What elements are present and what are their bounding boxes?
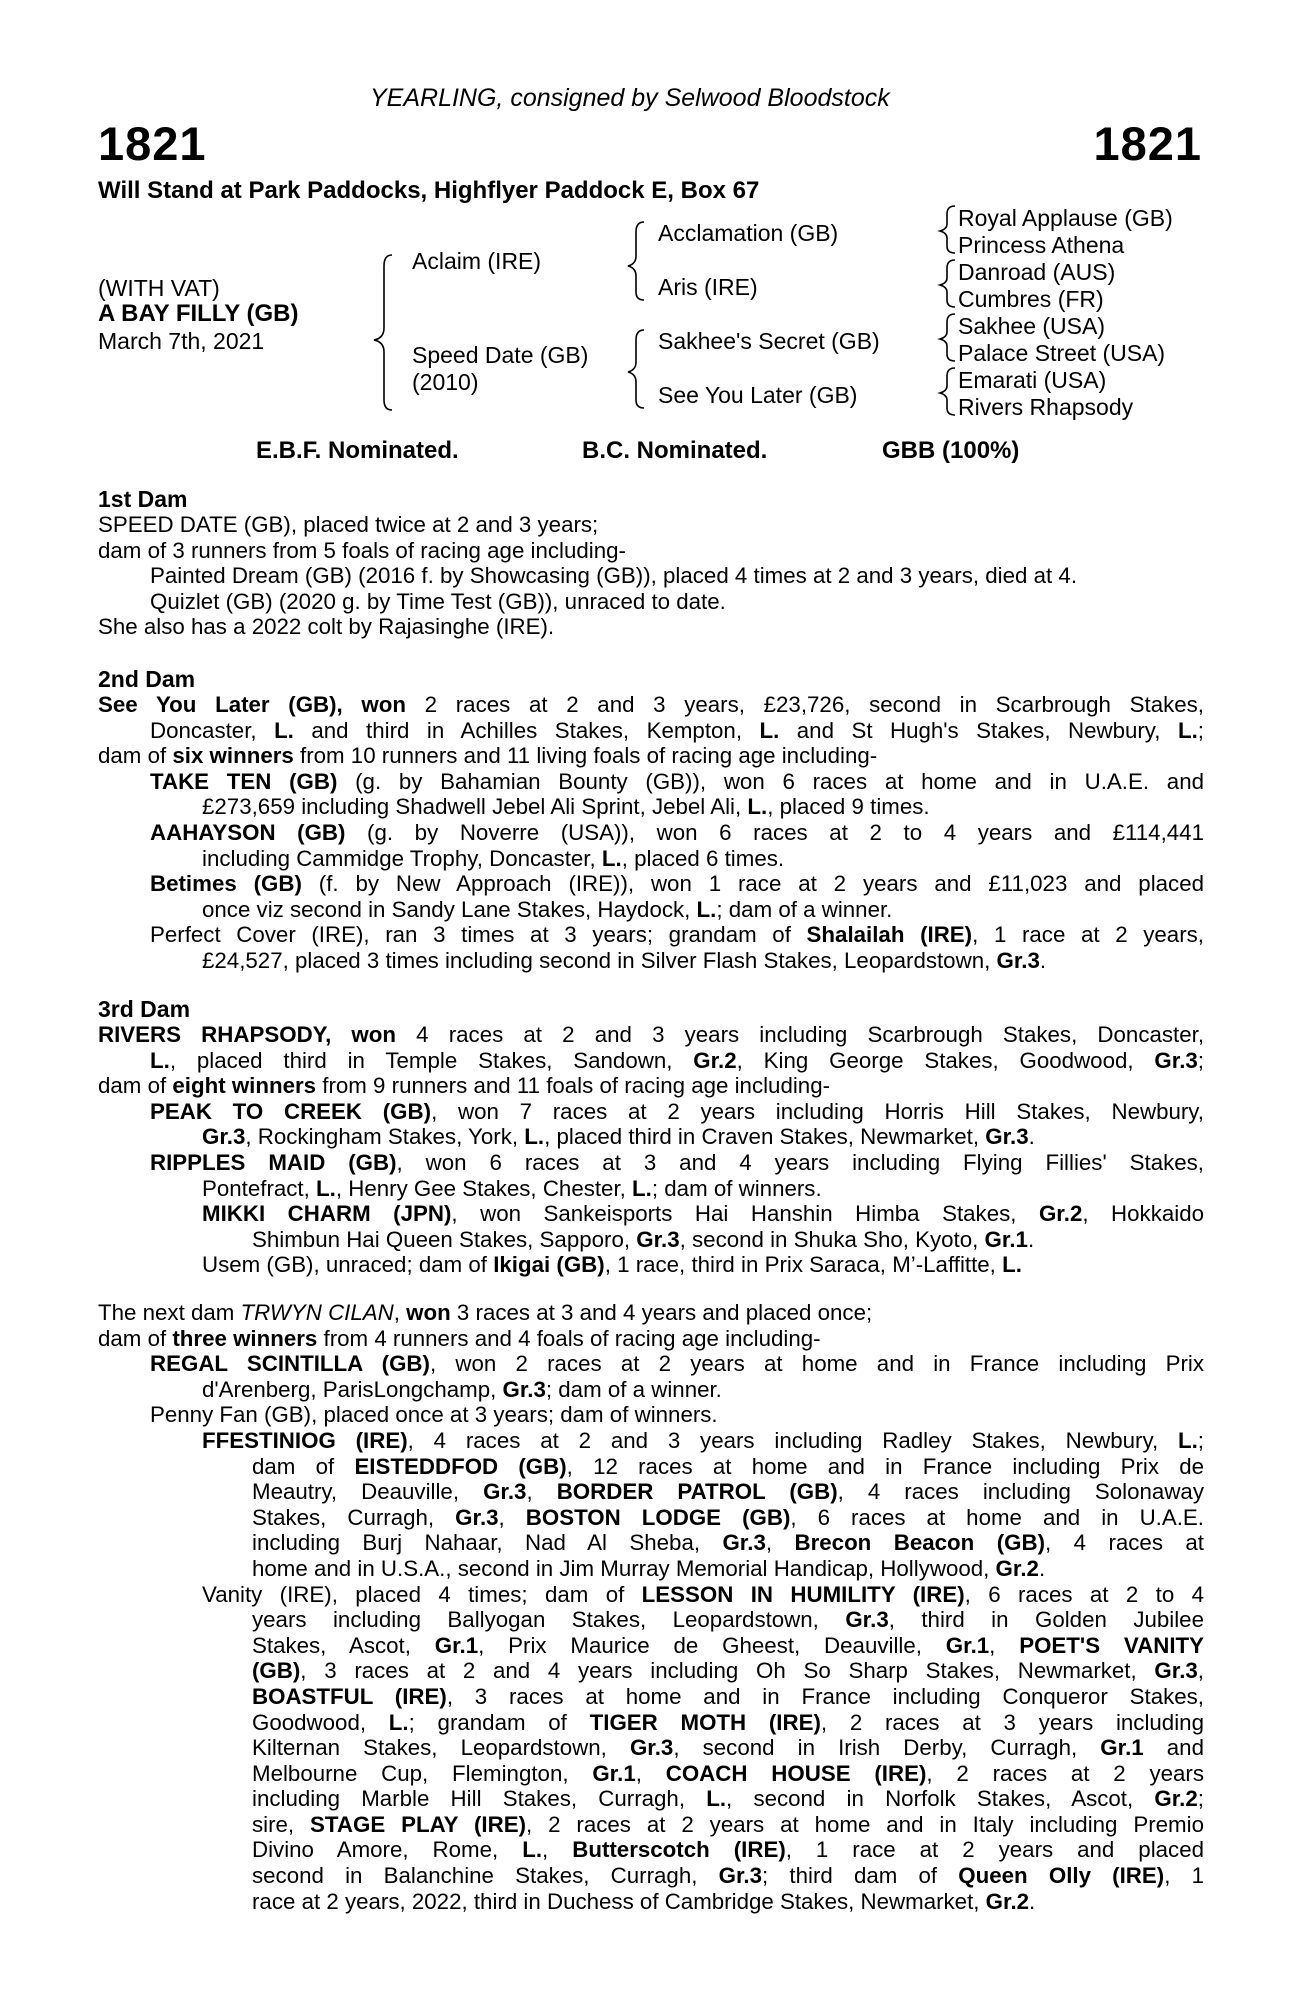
text-segment: including Cammidge Trophy, Doncaster, [202, 845, 602, 871]
stand-location: Will Stand at Park Paddocks, Highflyer Paddock E, Box 67 [98, 177, 760, 204]
text-segment: Melbourne Cup, Flemington, [252, 1760, 593, 1786]
text-segment: ; [1197, 717, 1204, 743]
second-dam-produce [98, 922, 1204, 948]
text-segment: . [1029, 1888, 1036, 1914]
text-segment: PEAK TO CREEK (GB) [150, 1098, 432, 1124]
text-segment: L. [601, 845, 622, 871]
text-segment: , [393, 1300, 407, 1325]
text-segment: Queen Olly (IRE) [958, 1863, 1165, 1889]
text-segment: ; [1197, 1047, 1204, 1073]
first-dam-line: She also has a 2022 colt by Rajasinghe (IRE). [98, 614, 555, 640]
dam-name: Speed Date (GB) [412, 342, 589, 368]
second-dam-produce [98, 871, 1204, 897]
sire-dam: Aris (IRE) [658, 274, 758, 300]
text-segment: L. [747, 794, 768, 820]
second-dam-produce [98, 897, 1204, 923]
text-segment: eight winners [172, 1073, 317, 1099]
text-segment: TRWYN CILAN [240, 1300, 394, 1325]
text-segment: (GB) [252, 1658, 301, 1684]
text-segment: L. [1002, 1252, 1022, 1278]
text-segment: L. [388, 1709, 409, 1735]
next-dam-produce [98, 1351, 1204, 1377]
next-dam-produce [98, 1889, 1204, 1915]
text-segment: Gr.3 [996, 947, 1040, 973]
text-segment: , placed third in Temple Stakes, Sandown, [169, 1047, 694, 1073]
text-segment: Vanity (IRE), placed 4 times; dam of [202, 1581, 642, 1607]
grand-6: Palace Street (USA) [958, 340, 1166, 366]
second-dam-line [98, 718, 1204, 744]
vat-note: (WITH VAT) [98, 275, 220, 301]
text-segment: , [1197, 1658, 1204, 1684]
text-segment: Butterscotch (IRE) [572, 1837, 786, 1863]
text-segment: , placed third in Craven Stakes, Newmarket, [544, 1124, 986, 1150]
next-dam-produce [98, 1837, 1204, 1863]
text-segment: BOASTFUL (IRE) [252, 1683, 447, 1709]
text-segment: , won 6 races at 3 and 4 years including Flying Fillies' Stakes, [396, 1149, 1204, 1175]
second-dam-produce [98, 948, 1204, 974]
bracket-main [374, 255, 392, 410]
text-segment: L. [706, 1786, 727, 1812]
text-segment: Gr.1 [434, 1632, 479, 1658]
text-segment: second in Balanchine Stakes, Curragh, [252, 1863, 719, 1889]
grand-3: Danroad (AUS) [958, 259, 1116, 285]
foaling-date: March 7th, 2021 [98, 328, 265, 354]
text-segment: , 4 races including Solonaway [837, 1479, 1204, 1505]
text-segment: , 3 races at home and in France including Conqueror Stakes, [446, 1683, 1204, 1709]
third-dam-produce [98, 1124, 1204, 1150]
text-segment: Gr.2 [995, 1555, 1039, 1581]
second-dam-section [98, 666, 1204, 974]
grand-4: Cumbres (FR) [958, 286, 1104, 312]
text-segment: BOSTON LODGE (GB) [525, 1504, 791, 1530]
text-segment: Gr.1 [984, 1226, 1028, 1252]
text-segment: EISTEDDFOD (GB) [354, 1453, 567, 1479]
text-segment: Gr.3 [629, 1735, 674, 1761]
text-segment: , won 2 races at 2 years at home and in France including Prix [429, 1351, 1205, 1377]
third-dam-line [98, 1073, 1204, 1099]
second-dam-produce [98, 820, 1204, 846]
grand-8: Rivers Rhapsody [958, 394, 1134, 420]
lot-subject-name: A BAY FILLY (GB) [98, 300, 299, 327]
text-segment: , Rockingham Stakes, York, [245, 1124, 525, 1150]
next-dam-produce [98, 1812, 1204, 1838]
bracket-g1 [940, 206, 955, 253]
text-segment: Betimes (GB) [150, 871, 302, 897]
text-segment: , third in Golden Jubilee [888, 1607, 1204, 1633]
next-dam-produce [98, 1505, 1204, 1531]
third-dam-heading: 3rd Dam [98, 996, 191, 1022]
text-segment: Gr.3 [1154, 1047, 1198, 1073]
text-segment: L. [1177, 717, 1198, 743]
third-dam-line [98, 1022, 1204, 1048]
third-dam-section [98, 996, 1204, 1278]
next-dam-produce [98, 1607, 1204, 1633]
third-dam-produce [98, 1201, 1204, 1227]
next-dam-produce [98, 1710, 1204, 1736]
text-segment: home and in U.S.A., second in Jim Murray Memorial Handicap, Hollywood, [252, 1555, 996, 1581]
text-segment: The next dam [98, 1300, 241, 1325]
sire-sire: Acclamation (GB) [658, 220, 839, 246]
text-segment: . [1028, 1124, 1035, 1150]
second-dam-heading: 2nd Dam [98, 666, 196, 692]
text-segment: L. [522, 1837, 543, 1863]
text-segment: , won Sankeisports Hai Hanshin Himba Stakes, [451, 1201, 1039, 1227]
next-dam-produce [98, 1633, 1204, 1659]
text-segment: Gr.3 [502, 1376, 546, 1402]
second-dam-produce [98, 769, 1204, 795]
text-segment: L. [524, 1124, 545, 1150]
text-segment: BORDER PATROL (GB) [556, 1479, 838, 1505]
text-segment: including Marble Hill Stakes, Curragh, [252, 1786, 707, 1812]
text-segment: , Prix Maurice de Gheest, Deauville, [478, 1632, 946, 1658]
third-dam-produce [98, 1227, 1204, 1253]
text-segment: ; [1197, 1786, 1204, 1812]
text-segment: (g. by Bahamian Bounty (GB)), won 6 races at home and in U.A.E. and [337, 768, 1204, 794]
text-segment: from 10 runners and 11 living foals of racing age including- [293, 743, 878, 769]
next-dam-produce [98, 1377, 1204, 1403]
text-segment: , 1 [1164, 1863, 1204, 1889]
dam-dam: See You Later (GB) [658, 382, 858, 408]
text-segment: once viz second in Sandy Lane Stakes, Haydock, [202, 896, 697, 922]
grand-2: Princess Athena [958, 232, 1125, 258]
next-dam-produce [98, 1684, 1204, 1710]
text-segment: (g. by Noverre (USA)), won 6 races at 2 to 4 years and £114,441 [345, 819, 1204, 845]
text-segment: sire, [252, 1811, 311, 1837]
text-segment: Gr.1 [1100, 1735, 1144, 1761]
bc-nomination: B.C. Nominated. [582, 437, 768, 464]
text-segment: L. [274, 717, 294, 743]
text-segment: ; dam of a winner. [545, 1376, 722, 1402]
consignor-line: YEARLING, consigned by Selwood Bloodstock [370, 84, 890, 112]
text-segment: Gr.3 [202, 1124, 246, 1150]
ebf-nomination: E.B.F. Nominated. [256, 437, 459, 464]
text-segment: , Henry Gee Stakes, Chester, [335, 1175, 633, 1201]
next-dam-produce [98, 1863, 1204, 1889]
text-segment: and [1143, 1735, 1204, 1761]
text-segment: , 3 races at 2 and 4 years including Oh So Sharp Stakes, Newmarket, [300, 1658, 1155, 1684]
text-segment: TAKE TEN (GB) [150, 768, 338, 794]
text-segment: Gr.3 [722, 1530, 766, 1556]
next-dam-produce [98, 1786, 1204, 1812]
second-dam-line [98, 692, 1204, 718]
text-segment: RIPPLES MAID (GB) [150, 1149, 397, 1175]
text-segment: and third in Achilles Stakes, Kempton, [293, 717, 760, 743]
text-segment: ; dam of a winner. [716, 896, 893, 922]
next-dam-line [98, 1326, 1204, 1352]
text-segment: Gr.2 [1038, 1201, 1083, 1227]
text-segment: Gr.3 [483, 1479, 527, 1505]
text-segment: Usem (GB), unraced; dam of [202, 1252, 494, 1278]
text-segment: Stakes, Curragh, [252, 1504, 456, 1530]
text-segment: . [1038, 1555, 1046, 1581]
text-segment: Kilternan Stakes, Leopardstown, [252, 1735, 630, 1761]
text-segment: Gr.2 [1154, 1786, 1198, 1812]
text-segment: d'Arenberg, ParisLongchamp, [202, 1376, 503, 1402]
dam-sire: Sakhee's Secret (GB) [658, 328, 880, 354]
text-segment: . [1027, 1226, 1035, 1252]
text-segment: MIKKI CHARM (JPN) [202, 1201, 452, 1227]
text-segment: dam of [98, 743, 173, 769]
second-dam-produce [98, 794, 1204, 820]
text-segment: Gr.3 [455, 1504, 499, 1530]
text-segment: , [526, 1479, 557, 1505]
text-segment: three winners [172, 1325, 318, 1351]
text-segment: , King George Stakes, Goodwood, [736, 1047, 1155, 1073]
text-segment: L. [1177, 1427, 1198, 1453]
text-segment: POET'S VANITY [1019, 1632, 1205, 1658]
bracket-sire [628, 222, 644, 300]
text-segment: Gr.3 [636, 1226, 680, 1252]
text-segment: , 6 races at 2 to 4 [964, 1581, 1204, 1607]
grand-1: Royal Applause (GB) [958, 205, 1173, 231]
text-segment: ; third dam of [762, 1863, 959, 1889]
third-dam-line [98, 1048, 1204, 1074]
text-segment: , 6 races at home and in U.A.E. [790, 1504, 1205, 1530]
next-dam-produce [98, 1428, 1204, 1454]
second-dam-produce [98, 846, 1204, 872]
text-segment: , 1 race at 2 years, [972, 922, 1204, 948]
text-segment: Divino Amore, Rome, [252, 1837, 523, 1863]
text-segment: £24,527, placed 3 times including second in Silver Flash Stakes, Leopardstown, [202, 947, 997, 973]
text-segment: , 2 races at 3 years including [820, 1709, 1204, 1735]
grand-5: Sakhee (USA) [958, 313, 1106, 339]
next-dam-produce [98, 1479, 1204, 1505]
first-dam-heading: 1st Dam [98, 486, 188, 512]
text-segment: ; grandam of [408, 1709, 590, 1735]
first-dam-line: dam of 3 runners from 5 foals of racing age including- [98, 537, 626, 563]
text-segment: Gr.3 [1154, 1658, 1198, 1684]
text-segment: Gr.3 [845, 1607, 889, 1633]
text-segment: , second in Shuka Sho, Kyoto, [679, 1226, 985, 1252]
next-dam-line [98, 1300, 1204, 1326]
text-segment: Gr.1 [945, 1632, 990, 1658]
text-segment: L. [759, 717, 780, 743]
text-segment: ; [1197, 1427, 1204, 1453]
text-segment: Perfect Cover (IRE), ran 3 times at 3 years; grandam of [150, 922, 807, 948]
text-segment: and St Hugh's Stakes, Newbury, [779, 717, 1178, 743]
bracket-g4 [940, 368, 955, 415]
text-segment: , 2 races at 2 years [926, 1760, 1205, 1786]
text-segment: from 4 runners and 4 foals of racing age including- [317, 1325, 821, 1351]
dam-year: (2010) [412, 369, 479, 395]
text-segment: , 2 races at 2 years at home and in Italy including Premio [526, 1811, 1204, 1837]
text-segment: , 4 races at 2 and 3 years including Radley Stakes, Newbury, [407, 1427, 1178, 1453]
text-segment: dam of [252, 1453, 355, 1479]
first-dam-section [98, 486, 1204, 640]
text-segment: , [635, 1760, 666, 1786]
text-segment: Shimbun Hai Queen Stakes, Sapporo, [252, 1226, 637, 1252]
text-segment: Pontefract, [202, 1175, 317, 1201]
text-segment: AAHAYSON (GB) [150, 819, 346, 845]
text-segment: TIGER MOTH (IRE) [589, 1709, 821, 1735]
text-segment: FFESTINIOG (IRE) [202, 1427, 408, 1453]
text-segment: Doncaster, [150, 717, 275, 743]
third-dam-produce [98, 1099, 1204, 1125]
next-dam-produce [98, 1658, 1204, 1684]
text-segment: race at 2 years, 2022, third in Duchess of Cambridge Stakes, Newmarket, [252, 1888, 986, 1914]
text-segment: Gr.3 [985, 1124, 1029, 1150]
text-segment: from 9 runners and 11 foals of racing age including- [316, 1073, 831, 1099]
third-dam-produce [98, 1150, 1204, 1176]
text-segment: RIVERS RHAPSODY, won [98, 1022, 397, 1047]
text-segment: won [406, 1300, 451, 1325]
text-segment: L. [696, 896, 717, 922]
text-segment: , second in Norfolk Stakes, Ascot, [726, 1786, 1155, 1812]
text-segment: , [765, 1530, 795, 1556]
next-dam-produce [98, 1582, 1204, 1608]
text-segment: See You Later (GB), won [98, 692, 407, 717]
text-segment: L. [150, 1047, 170, 1073]
text-segment: , 1 race at 2 years and placed [785, 1837, 1205, 1863]
lot-number-left: 1821 [98, 117, 207, 170]
text-segment: Gr.1 [592, 1760, 636, 1786]
text-segment: LESSON IN HUMILITY (IRE) [641, 1581, 965, 1607]
text-segment: 2 races at 2 and 3 years, £23,726, second in Scarbrough Stakes, [406, 692, 1204, 717]
next-dam-produce [98, 1454, 1204, 1480]
text-segment: , [498, 1504, 526, 1530]
first-dam-produce: Quizlet (GB) (2020 g. by Time Test (GB)), unraced to date. [150, 588, 726, 614]
text-segment: L. [632, 1175, 652, 1201]
text-segment: dam of [98, 1325, 173, 1351]
text-segment: , 12 races at home and in France including Prix de [566, 1453, 1205, 1479]
grand-7: Emarati (USA) [958, 367, 1107, 393]
text-segment: ; dam of winners. [651, 1175, 822, 1201]
text-segment: , 4 races at [1045, 1530, 1204, 1556]
text-segment: , placed 6 times. [621, 845, 785, 871]
next-dam-section [98, 1300, 1204, 1914]
text-segment: L. [316, 1175, 336, 1201]
third-dam-produce [98, 1252, 1204, 1278]
text-segment: , second in Irish Derby, Curragh, [673, 1735, 1101, 1761]
first-dam-produce: Painted Dream (GB) (2016 f. by Showcasing (GB)), placed 4 times at 2 and 3 years, died at 4. [150, 563, 1078, 589]
next-dam-produce [98, 1556, 1204, 1582]
gbb-status: GBB (100%) [882, 437, 1020, 464]
next-dam-produce: Penny Fan (GB), placed once at 3 years; dam of winners. [150, 1402, 718, 1428]
second-dam-line [98, 743, 1204, 769]
text-segment: Gr.2 [693, 1047, 737, 1073]
text-segment: dam of [98, 1073, 173, 1099]
text-segment: (f. by New Approach (IRE)), won 1 race at 2 years and £11,023 and placed [301, 871, 1204, 897]
lot-number-right: 1821 [1093, 117, 1202, 170]
text-segment: 3 races at 3 and 4 years and placed once; [450, 1300, 873, 1325]
text-segment: Brecon Beacon (GB) [794, 1530, 1045, 1556]
text-segment: years including Ballyogan Stakes, Leopardstown, [252, 1607, 846, 1633]
next-dam-produce [98, 1761, 1204, 1787]
text-segment: Ikigai (GB) [493, 1252, 605, 1278]
bracket-dam [628, 330, 644, 408]
text-segment: Meautry, Deauville, [252, 1479, 484, 1505]
text-segment: Shalailah (IRE) [806, 922, 973, 948]
sire-name: Aclaim (IRE) [412, 248, 542, 274]
text-segment: six winners [172, 743, 294, 769]
text-segment: REGAL SCINTILLA (GB) [150, 1351, 430, 1377]
bracket-g3 [940, 314, 955, 361]
third-dam-produce [98, 1176, 1204, 1202]
text-segment: , placed 9 times. [767, 794, 930, 820]
first-dam-line: SPEED DATE (GB), placed twice at 2 and 3 years; [98, 512, 599, 537]
text-segment: 4 races at 2 and 3 years including Scarbrough Stakes, Doncaster, [396, 1022, 1205, 1047]
text-segment: Goodwood, [252, 1709, 389, 1735]
text-segment: , won 7 races at 2 years including Horris Hill Stakes, Newbury, [431, 1098, 1204, 1124]
text-segment: Gr.3 [718, 1863, 763, 1889]
text-segment: STAGE PLAY (IRE) [310, 1811, 527, 1837]
text-segment: Stakes, Ascot, [252, 1632, 435, 1658]
text-segment: , 1 race, third in Prix Saraca, M’-Laffitte, [604, 1252, 1003, 1278]
text-segment: including Burj Nahaar, Nad Al Sheba, [252, 1530, 723, 1556]
text-segment: , [989, 1632, 1020, 1658]
text-segment: . [1039, 947, 1047, 973]
next-dam-produce [98, 1735, 1204, 1761]
next-dam-produce [98, 1530, 1204, 1556]
text-segment: Gr.2 [985, 1888, 1030, 1914]
text-segment: , Hokkaido [1082, 1201, 1204, 1227]
bracket-g2 [940, 260, 955, 307]
text-segment: , [542, 1837, 573, 1863]
text-segment: COACH HOUSE (IRE) [665, 1760, 927, 1786]
text-segment: £273,659 including Shadwell Jebel Ali Sprint, Jebel Ali, [202, 794, 748, 820]
